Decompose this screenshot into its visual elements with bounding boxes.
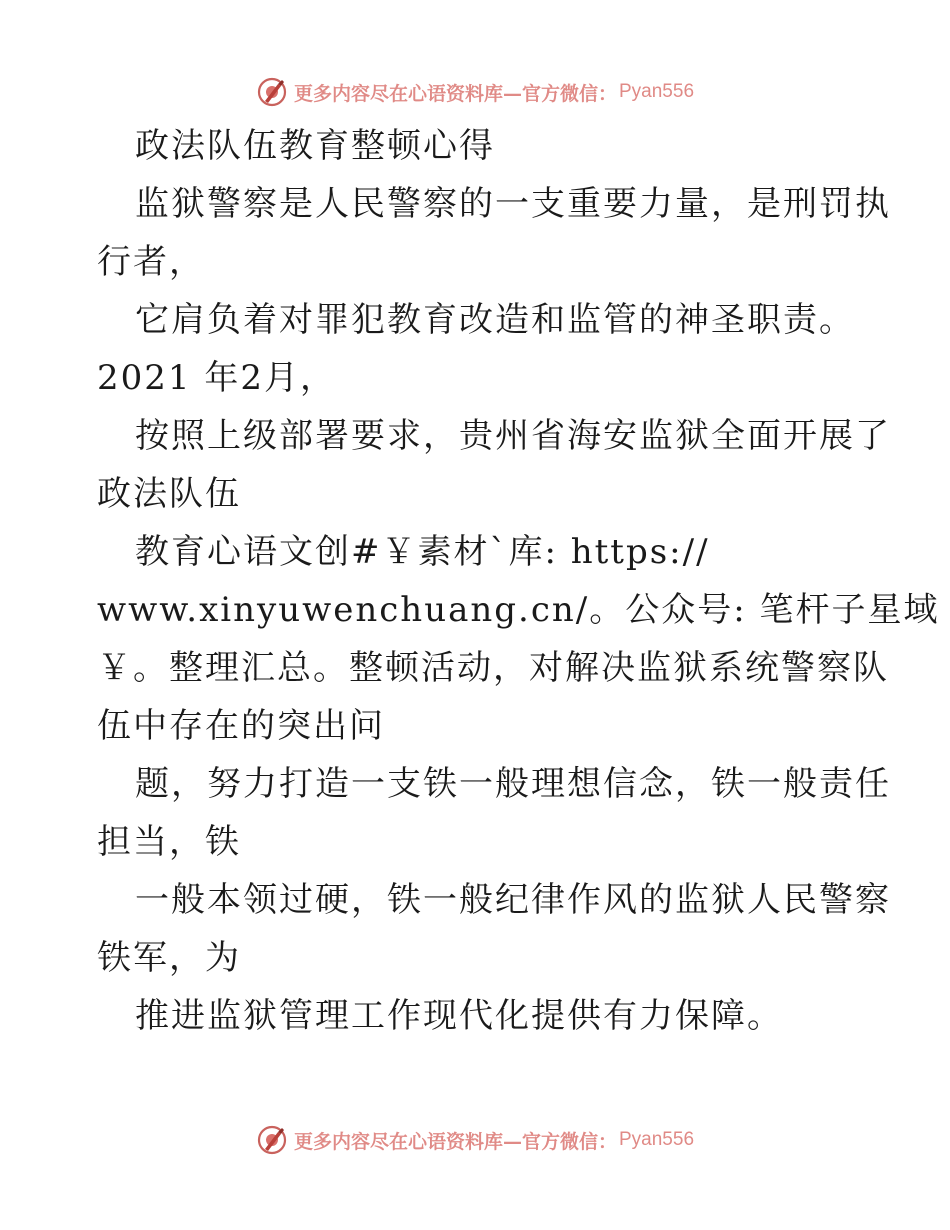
pen-logo-icon bbox=[256, 76, 288, 108]
document-title: 政法队伍教育整顿心得 bbox=[135, 126, 495, 166]
footer-watermark bbox=[0, 1120, 950, 1160]
paragraph-line: 伍中存在的突出问 bbox=[97, 706, 385, 746]
paragraph-line: 2021 年2月， bbox=[97, 358, 336, 398]
paragraph-line: 监狱警察是人民警察的一支重要力量，是刑罚执 bbox=[135, 184, 891, 224]
paragraph-line: 担当，铁 bbox=[97, 822, 241, 862]
paragraph-line: 政法队伍 bbox=[97, 474, 241, 514]
paragraph-line: www.xinyuwenchuang.cn/。公众号: 笔杆子星域 bbox=[97, 590, 940, 630]
header-watermark bbox=[0, 72, 950, 112]
paragraph-line: ￥。整理汇总。整顿活动，对解决监狱系统警察队 bbox=[97, 648, 889, 688]
paragraph-line: 按照上级部署要求，贵州省海安监狱全面开展了 bbox=[135, 416, 891, 456]
watermark-wechat-id: Pyan556 bbox=[619, 81, 695, 102]
document-body bbox=[97, 117, 940, 1045]
paragraph-line: 铁军，为 bbox=[97, 938, 241, 978]
watermark-text: 更多内容尽在心语资料库—官方微信： bbox=[293, 82, 617, 105]
pen-logo-icon bbox=[256, 1124, 288, 1156]
watermark-text: 更多内容尽在心语资料库—官方微信： bbox=[293, 1130, 617, 1153]
paragraph-line: 题，努力打造一支铁一般理想信念，铁一般责任 bbox=[135, 764, 891, 804]
paragraph-line: 行者， bbox=[97, 242, 205, 282]
watermark-wechat-id: Pyan556 bbox=[619, 1129, 695, 1150]
paragraph-line: 推进监狱管理工作现代化提供有力保障。 bbox=[135, 996, 783, 1036]
paragraph-line: 教育心语文创#￥素材`库: https:// bbox=[135, 532, 710, 572]
paragraph-line: 一般本领过硬，铁一般纪律作风的监狱人民警察 bbox=[135, 880, 891, 920]
paragraph-line: 它肩负着对罪犯教育改造和监管的神圣职责。 bbox=[135, 300, 855, 340]
